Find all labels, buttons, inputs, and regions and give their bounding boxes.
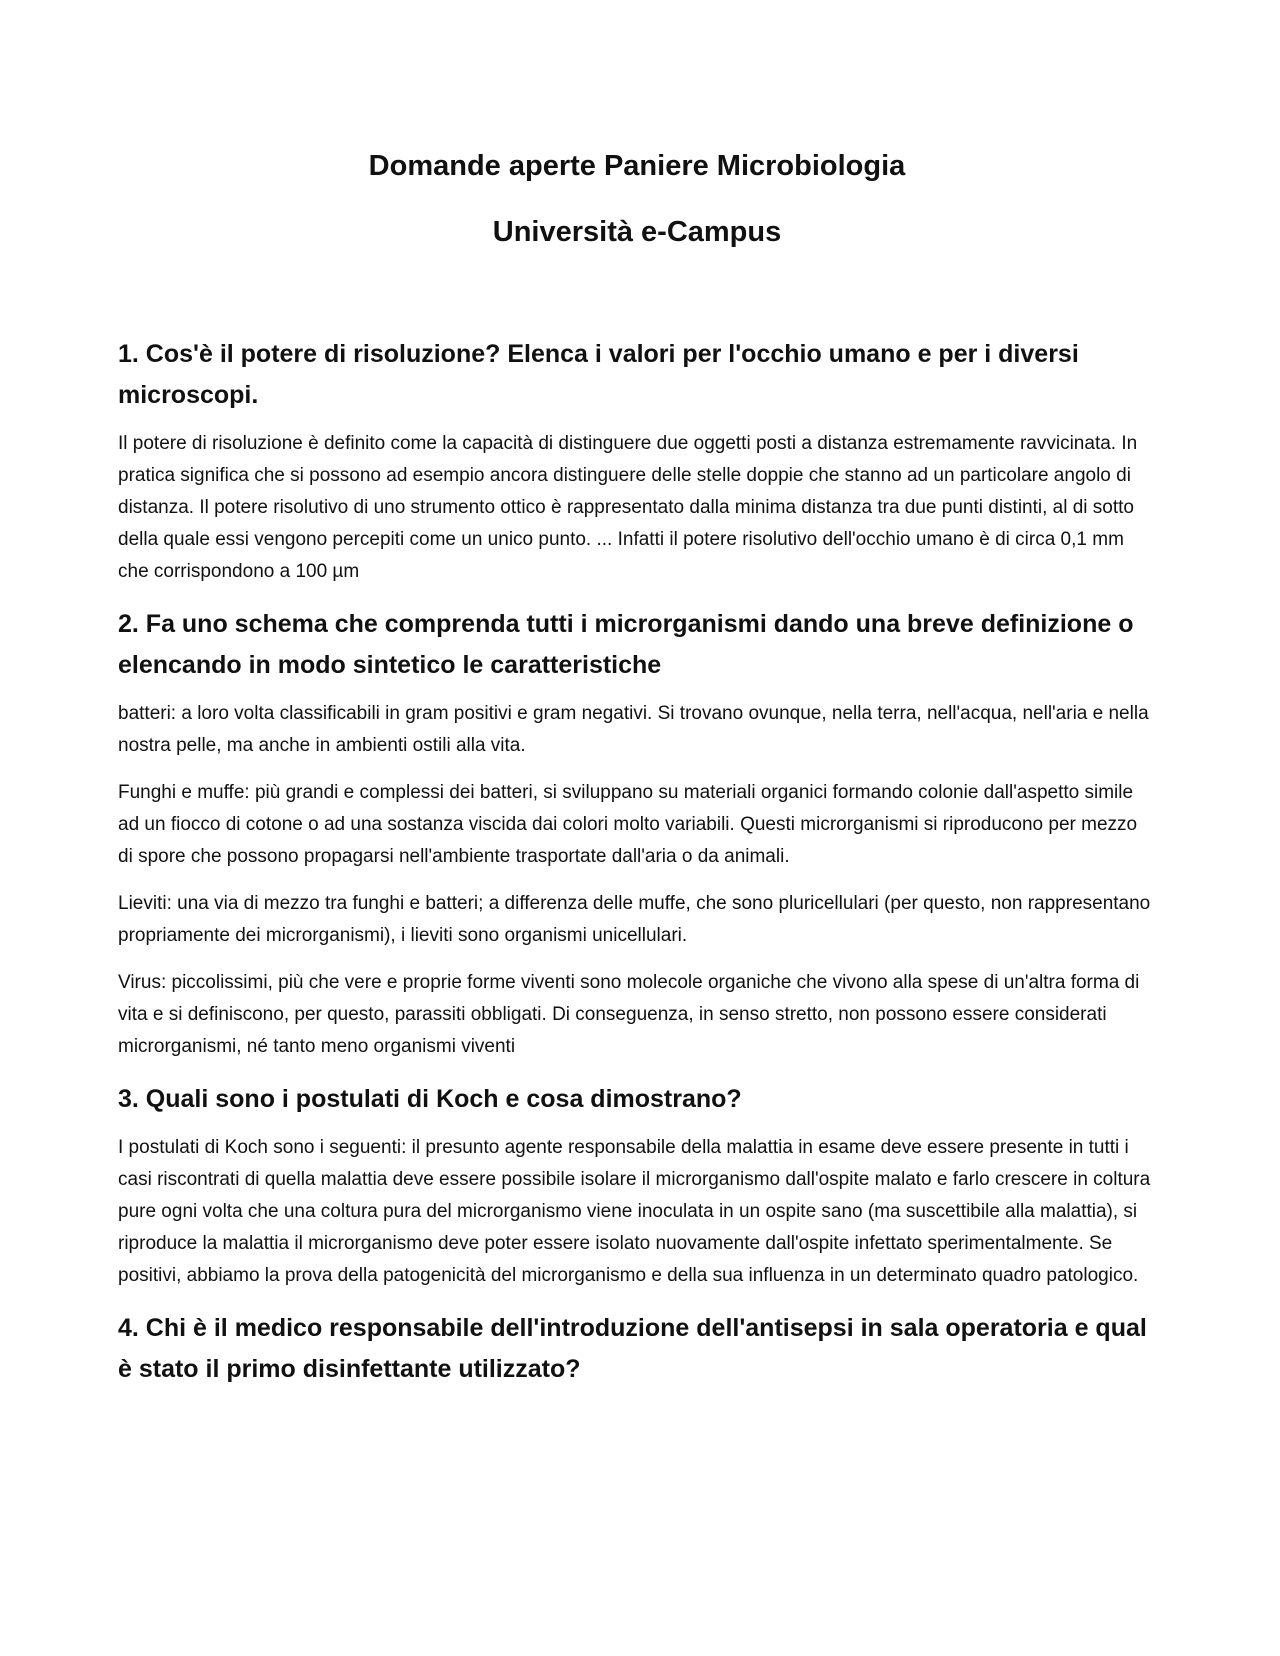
question-list — [118, 334, 1156, 1390]
document-content — [118, 148, 1156, 1406]
answer-paragraph: Il potere di risoluzione è definito come la capacità di distinguere due oggetti posti a distanza estremamente ravvicinata. In pratica significa che si possono ad esempio ancora distinguere delle stelle doppie che stanno ad un particolare angolo di distanza. Il potere risolutivo di uno strumento ottico è rappresentato dalla minima distanza tra due punti distinti, al di sotto della quale essi vengono percepiti come un unico punto. ... Infatti il potere risolutivo dell'occhio umano è di circa 0,1 mm che corrispondono a 100 µm — [118, 433, 1138, 582]
answer-paragraph: batteri: a loro volta classificabili in gram positivi e gram negativi. Si trovano ovunque, nella terra, nell'acqua, nell'aria e nella nostra pelle, ma anche in ambienti ostili alla vita. — [118, 703, 1149, 756]
document-subtitle: Università e-Campus — [492, 216, 782, 248]
answer-paragraph: Funghi e muffe: più grandi e complessi dei batteri, si sviluppano su materiali organici formando colonie dall'aspetto simile ad un fiocco di cotone o ad una sostanza viscida dai colori molto variabili. Questi microrganismi si riproducono per mezzo di spore che possono propagarsi nell'ambiente trasportate dall'aria o da animali. — [118, 782, 1138, 867]
answer-paragraph: Lieviti: una via di mezzo tra funghi e batteri; a differenza delle muffe, che sono pluricellulari (per questo, non rappresentano propriamente dei microrganismi), i lieviti sono organismi unicellulari. — [118, 893, 1151, 946]
question-2 — [118, 604, 1156, 1063]
question-heading: 1. Cos'è il potere di risoluzione? Elenca i valori per l'occhio umano e per i diversi microscopi. — [118, 340, 1079, 409]
question-3 — [118, 1079, 1156, 1292]
answer-paragraph: I postulati di Koch sono i seguenti: il presunto agente responsabile della malattia in esame deve essere presente in tutti i casi riscontrati di quella malattia deve essere possibile isolare il microrganismo dall'ospite malato e farlo crescere in coltura pure ogni volta che una coltura pura del microrganismo viene inoculata in un ospite sano (ma suscettibile alla malattia), si riproduce la malattia il microrganismo deve poter essere isolato nuovamente dall'ospite infettato sperimentalmente. Se positivi, abbiamo la prova della patogenicità del microrganismo e della sua influenza in un determinato quadro patologico. — [118, 1137, 1151, 1286]
answer-paragraph: Virus: piccolissimi, più che vere e proprie forme viventi sono molecole organiche che vivono alla spese di un'altra forma di vita e si definiscono, per questo, parassiti obbligati. Di conseguenza, in senso stretto, non possono essere considerati microrganismi, né tanto meno organismi viventi — [118, 972, 1140, 1057]
question-heading: 3. Quali sono i postulati di Koch e cosa dimostrano? — [118, 1085, 742, 1113]
question-4 — [118, 1308, 1156, 1390]
question-heading: 2. Fa uno schema che comprenda tutti i microrganismi dando una breve definizione o elencando in modo sintetico le caratteristiche — [118, 610, 1134, 679]
question-heading: 4. Chi è il medico responsabile dell'introduzione dell'antisepsi in sala operatoria e qual è stato il primo disinfettante utilizzato? — [118, 1314, 1147, 1383]
question-1 — [118, 334, 1156, 588]
document-title: Domande aperte Paniere Microbiologia — [368, 150, 906, 182]
